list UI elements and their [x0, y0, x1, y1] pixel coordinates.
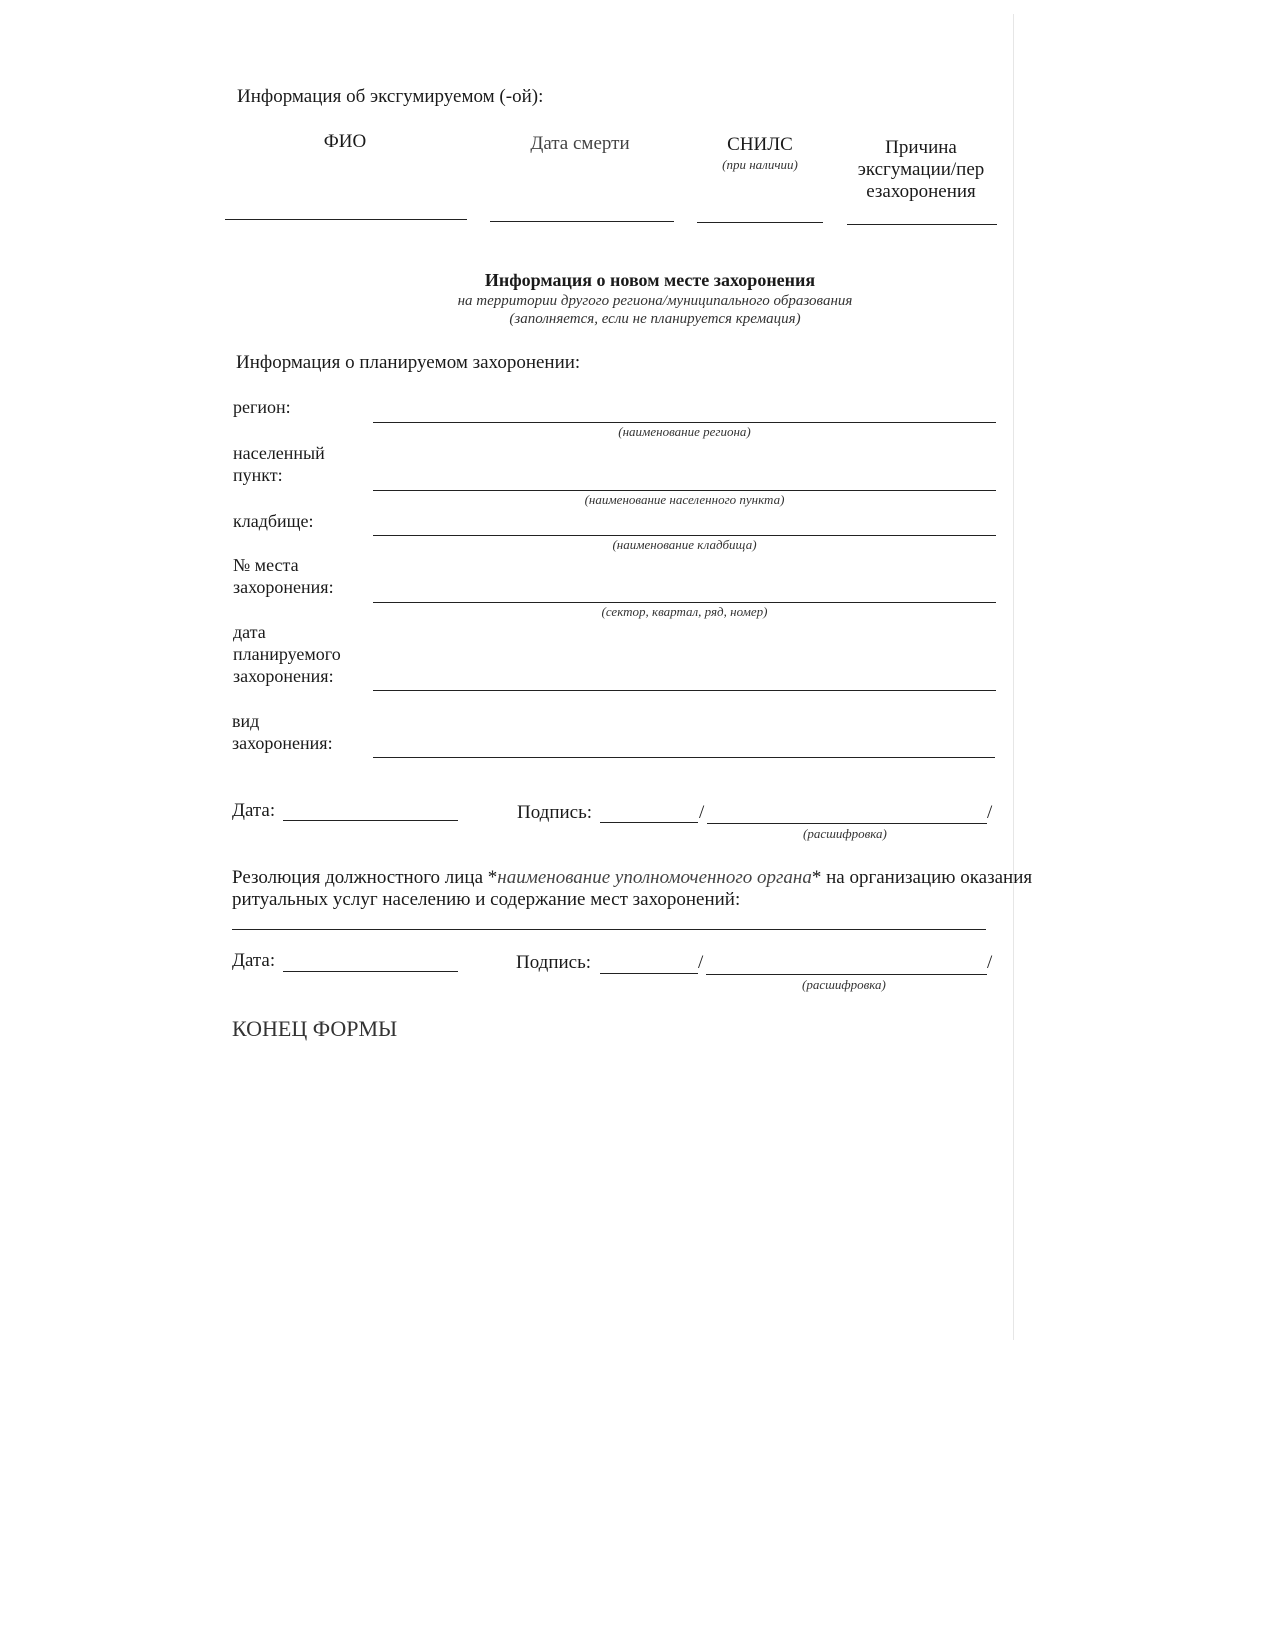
- signature-label-2: Подпись:: [516, 952, 592, 973]
- region-label: регион:: [233, 397, 291, 417]
- signature-decode-input-line-2[interactable]: [706, 974, 987, 975]
- resolution-text-line1: [232, 867, 1032, 889]
- resolution-text-line2: ритуальных услуг населению и содержание мест захоронений:: [232, 889, 741, 910]
- planned-date-label-line2: планируемого: [233, 644, 341, 664]
- region-input-line[interactable]: [373, 422, 996, 423]
- death-date-input-line[interactable]: [490, 221, 674, 222]
- settlement-label-line2: пункт:: [233, 465, 283, 485]
- place-number-label-line2: захоронения:: [233, 577, 334, 597]
- new-place-subtitle-1: на территории другого региона/муниципального образования: [457, 293, 853, 309]
- column-fio: ФИО: [323, 131, 367, 152]
- signature-input-line-2[interactable]: [600, 973, 698, 974]
- column-death-date: Дата смерти: [530, 133, 630, 154]
- new-place-subtitle-2: (заполняется, если не планируется кремация): [509, 311, 801, 327]
- planned-date-input-line[interactable]: [373, 690, 996, 691]
- resolution-text-before: Резолюция должностного лица *: [232, 867, 498, 888]
- planned-burial-heading: Информация о планируемом захоронении:: [236, 352, 581, 373]
- date-label-1: Дата:: [232, 800, 276, 821]
- signature-slash-1a: /: [699, 802, 705, 823]
- signature-decode-input-line-1[interactable]: [707, 823, 987, 824]
- cemetery-label: кладбище:: [233, 511, 314, 531]
- region-hint: (наименование региона): [618, 424, 751, 439]
- resolution-authority-name: наименование уполномоченного органа: [497, 867, 812, 888]
- cemetery-hint: (наименование кладбища): [612, 537, 757, 552]
- reason-input-line[interactable]: [847, 224, 997, 225]
- fio-input-line[interactable]: [225, 219, 467, 220]
- column-reason-line1: Причина: [885, 137, 957, 158]
- resolution-input-line[interactable]: [232, 929, 986, 930]
- resolution-text-after: * на организацию оказания: [811, 867, 1033, 888]
- signature-label-1: Подпись:: [517, 802, 593, 823]
- planned-date-label-line1: дата: [233, 622, 266, 642]
- signature-slash-2a: /: [698, 952, 704, 973]
- signature-slash-2b: /: [987, 952, 993, 973]
- settlement-hint: (наименование населенного пункта): [584, 492, 785, 507]
- date-input-line-2[interactable]: [283, 971, 458, 972]
- signature-input-line-1[interactable]: [600, 822, 698, 823]
- date-label-2: Дата:: [232, 950, 276, 971]
- end-of-form-label: КОНЕЦ ФОРМЫ: [232, 1016, 398, 1041]
- column-reason-line3: езахоронения: [866, 181, 976, 202]
- decode-hint-1: (расшифровка): [803, 826, 887, 841]
- column-reason-line2: эксгумации/пер: [857, 159, 985, 180]
- settlement-label-line1: населенный: [233, 443, 325, 463]
- settlement-input-line[interactable]: [373, 490, 996, 491]
- cemetery-input-line[interactable]: [373, 535, 996, 536]
- snils-input-line[interactable]: [697, 222, 823, 223]
- new-place-title: Информация о новом месте захоронения: [484, 270, 816, 290]
- column-snils: СНИЛС: [727, 134, 793, 155]
- page-edge-line: [1013, 14, 1014, 1340]
- place-number-label-line1: № места: [233, 555, 299, 575]
- burial-type-label-line1: вид: [232, 711, 260, 731]
- burial-type-label-line2: захоронения:: [232, 733, 333, 753]
- burial-type-input-line[interactable]: [373, 757, 995, 758]
- column-snils-note: (при наличии): [722, 157, 798, 172]
- place-number-hint: (сектор, квартал, ряд, номер): [601, 604, 768, 619]
- decode-hint-2: (расшифровка): [802, 977, 886, 992]
- date-input-line-1[interactable]: [283, 820, 458, 821]
- exhumed-heading: Информация об эксгумируемом (-ой):: [237, 86, 544, 107]
- place-number-input-line[interactable]: [373, 602, 996, 603]
- planned-date-label-line3: захоронения:: [233, 666, 334, 686]
- signature-slash-1b: /: [987, 802, 993, 823]
